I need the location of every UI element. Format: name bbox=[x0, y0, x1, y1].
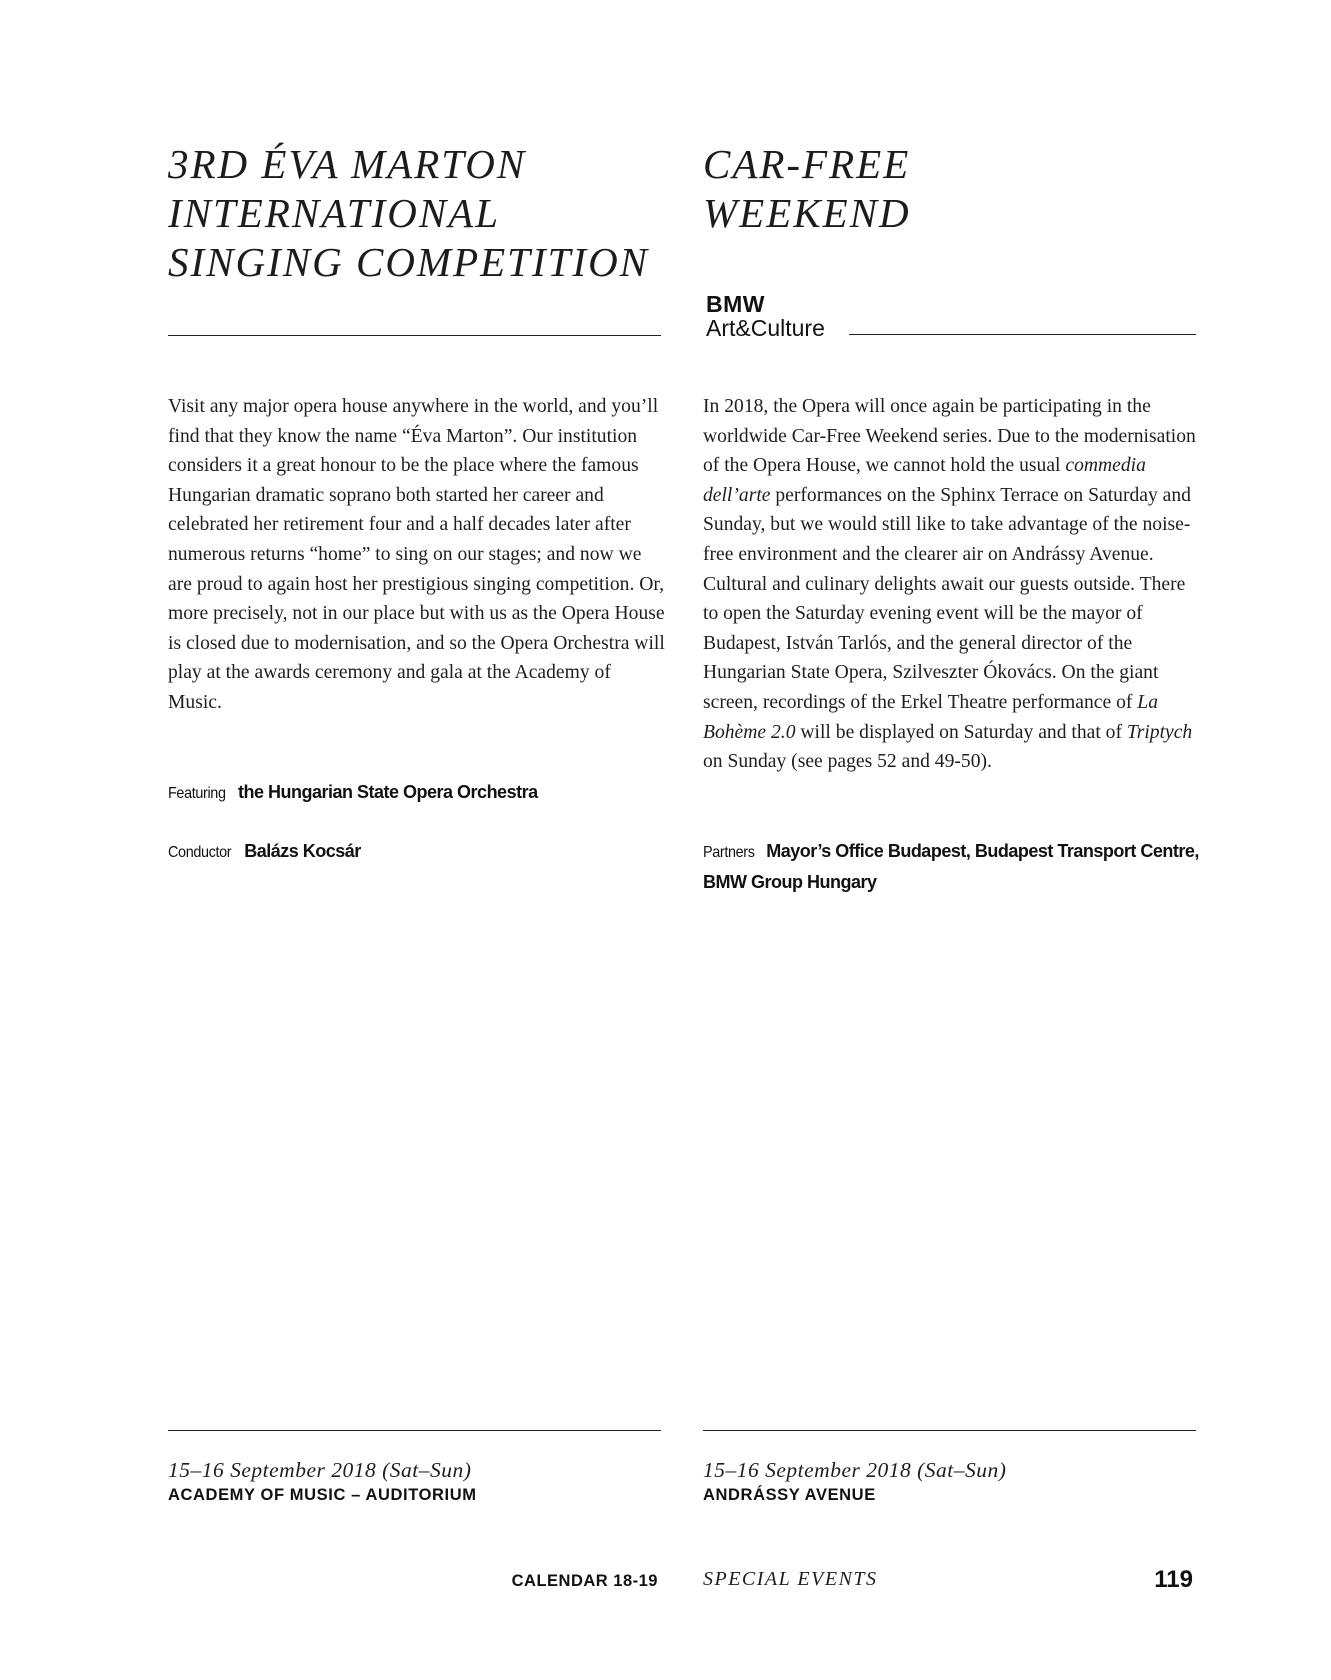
date-divider bbox=[703, 1430, 1196, 1431]
credit-featuring bbox=[168, 778, 668, 809]
description-italic: La Bohème 2.0 bbox=[703, 691, 1158, 743]
logo-sub: Art&Culture bbox=[706, 315, 825, 341]
description-italic: commedia dell’arte bbox=[703, 455, 1146, 506]
credit-label: Partners bbox=[703, 844, 755, 861]
credit-label: Conductor bbox=[168, 844, 232, 861]
description-text: performances on the Sphinx Terrace on Saturday and Sunday, but we would still like to take advantage of the noise-free environment and the clearer air on Andrássy Avenue. Cultural and culinary delights await our guests outside. There to open the Saturday evening event will be the mayor of Budapest, István Tarlós, and the general director of the Hungarian State Opera, Szilveszter Ókovács. On the giant screen, recordings of the Erkel Theatre performance of bbox=[703, 484, 1191, 713]
credit-conductor bbox=[168, 837, 668, 868]
event-column-left bbox=[168, 0, 665, 1680]
title-line: CAR-FREE bbox=[703, 141, 911, 187]
bmw-art-culture-logo bbox=[706, 292, 825, 340]
title-line: SINGING COMPETITION bbox=[168, 239, 650, 285]
event-date: 15–16 September 2018 (Sat–Sun) bbox=[703, 1458, 1007, 1482]
date-divider bbox=[168, 1430, 661, 1431]
event-column-right bbox=[703, 0, 1199, 1680]
description-text: on Sunday (see pages 52 and 49-50). bbox=[703, 751, 992, 773]
event-venue: ANDRÁSSY AVENUE bbox=[703, 1486, 876, 1504]
event-description bbox=[703, 392, 1203, 777]
logo-brand: BMW bbox=[706, 291, 765, 317]
description-text: In 2018, the Opera will once again be participating in the worldwide Car-Free Weekend series. Due to the modernisation of the Opera House, we cannot hold the usual bbox=[703, 396, 1196, 477]
title-line: WEEKEND bbox=[703, 190, 911, 236]
description-text: will be displayed on Saturday and that of bbox=[795, 721, 1127, 743]
event-venue: ACADEMY OF MUSIC – AUDITORIUM bbox=[168, 1486, 477, 1504]
credit-label: Featuring bbox=[168, 785, 226, 802]
description-italic: Triptych bbox=[1126, 721, 1193, 743]
event-title bbox=[703, 140, 1223, 238]
event-description: Visit any major opera house anywhere in the world, and you’ll find that they know the name “Éva Marton”. Our institution considers it a great honour to be the place where the famous Hungarian dramatic soprano both started her career and celebrated her retirement four and a half decades later after numerous returns “home” to sing on our stages; and now we are proud to again host her prestigious singing competition. Or, more precisely, not in our place but with us as the Opera House is closed due to modernisation, and so the Opera Orchestra will play at the awards ceremony and gala at the Academy of Music. bbox=[168, 396, 665, 713]
title-line: 3RD ÉVA MARTON bbox=[168, 141, 527, 187]
page-number: 119 bbox=[1154, 1566, 1193, 1593]
event-title bbox=[168, 140, 688, 287]
title-divider bbox=[168, 335, 661, 336]
credit-value: Mayor’s Office Budapest, Budapest Transport Centre, BMW Group Hungary bbox=[703, 841, 1199, 892]
footer-calendar: CALENDAR 18-19 bbox=[511, 1572, 658, 1590]
credit-value: Balázs Kocsár bbox=[244, 841, 361, 861]
credit-value: the Hungarian State Opera Orchestra bbox=[238, 782, 538, 802]
title-divider bbox=[849, 334, 1196, 335]
footer-section: SPECIAL EVENTS bbox=[703, 1568, 878, 1590]
credit-partners bbox=[703, 837, 1203, 897]
title-line: INTERNATIONAL bbox=[168, 190, 501, 236]
event-date: 15–16 September 2018 (Sat–Sun) bbox=[168, 1458, 472, 1482]
